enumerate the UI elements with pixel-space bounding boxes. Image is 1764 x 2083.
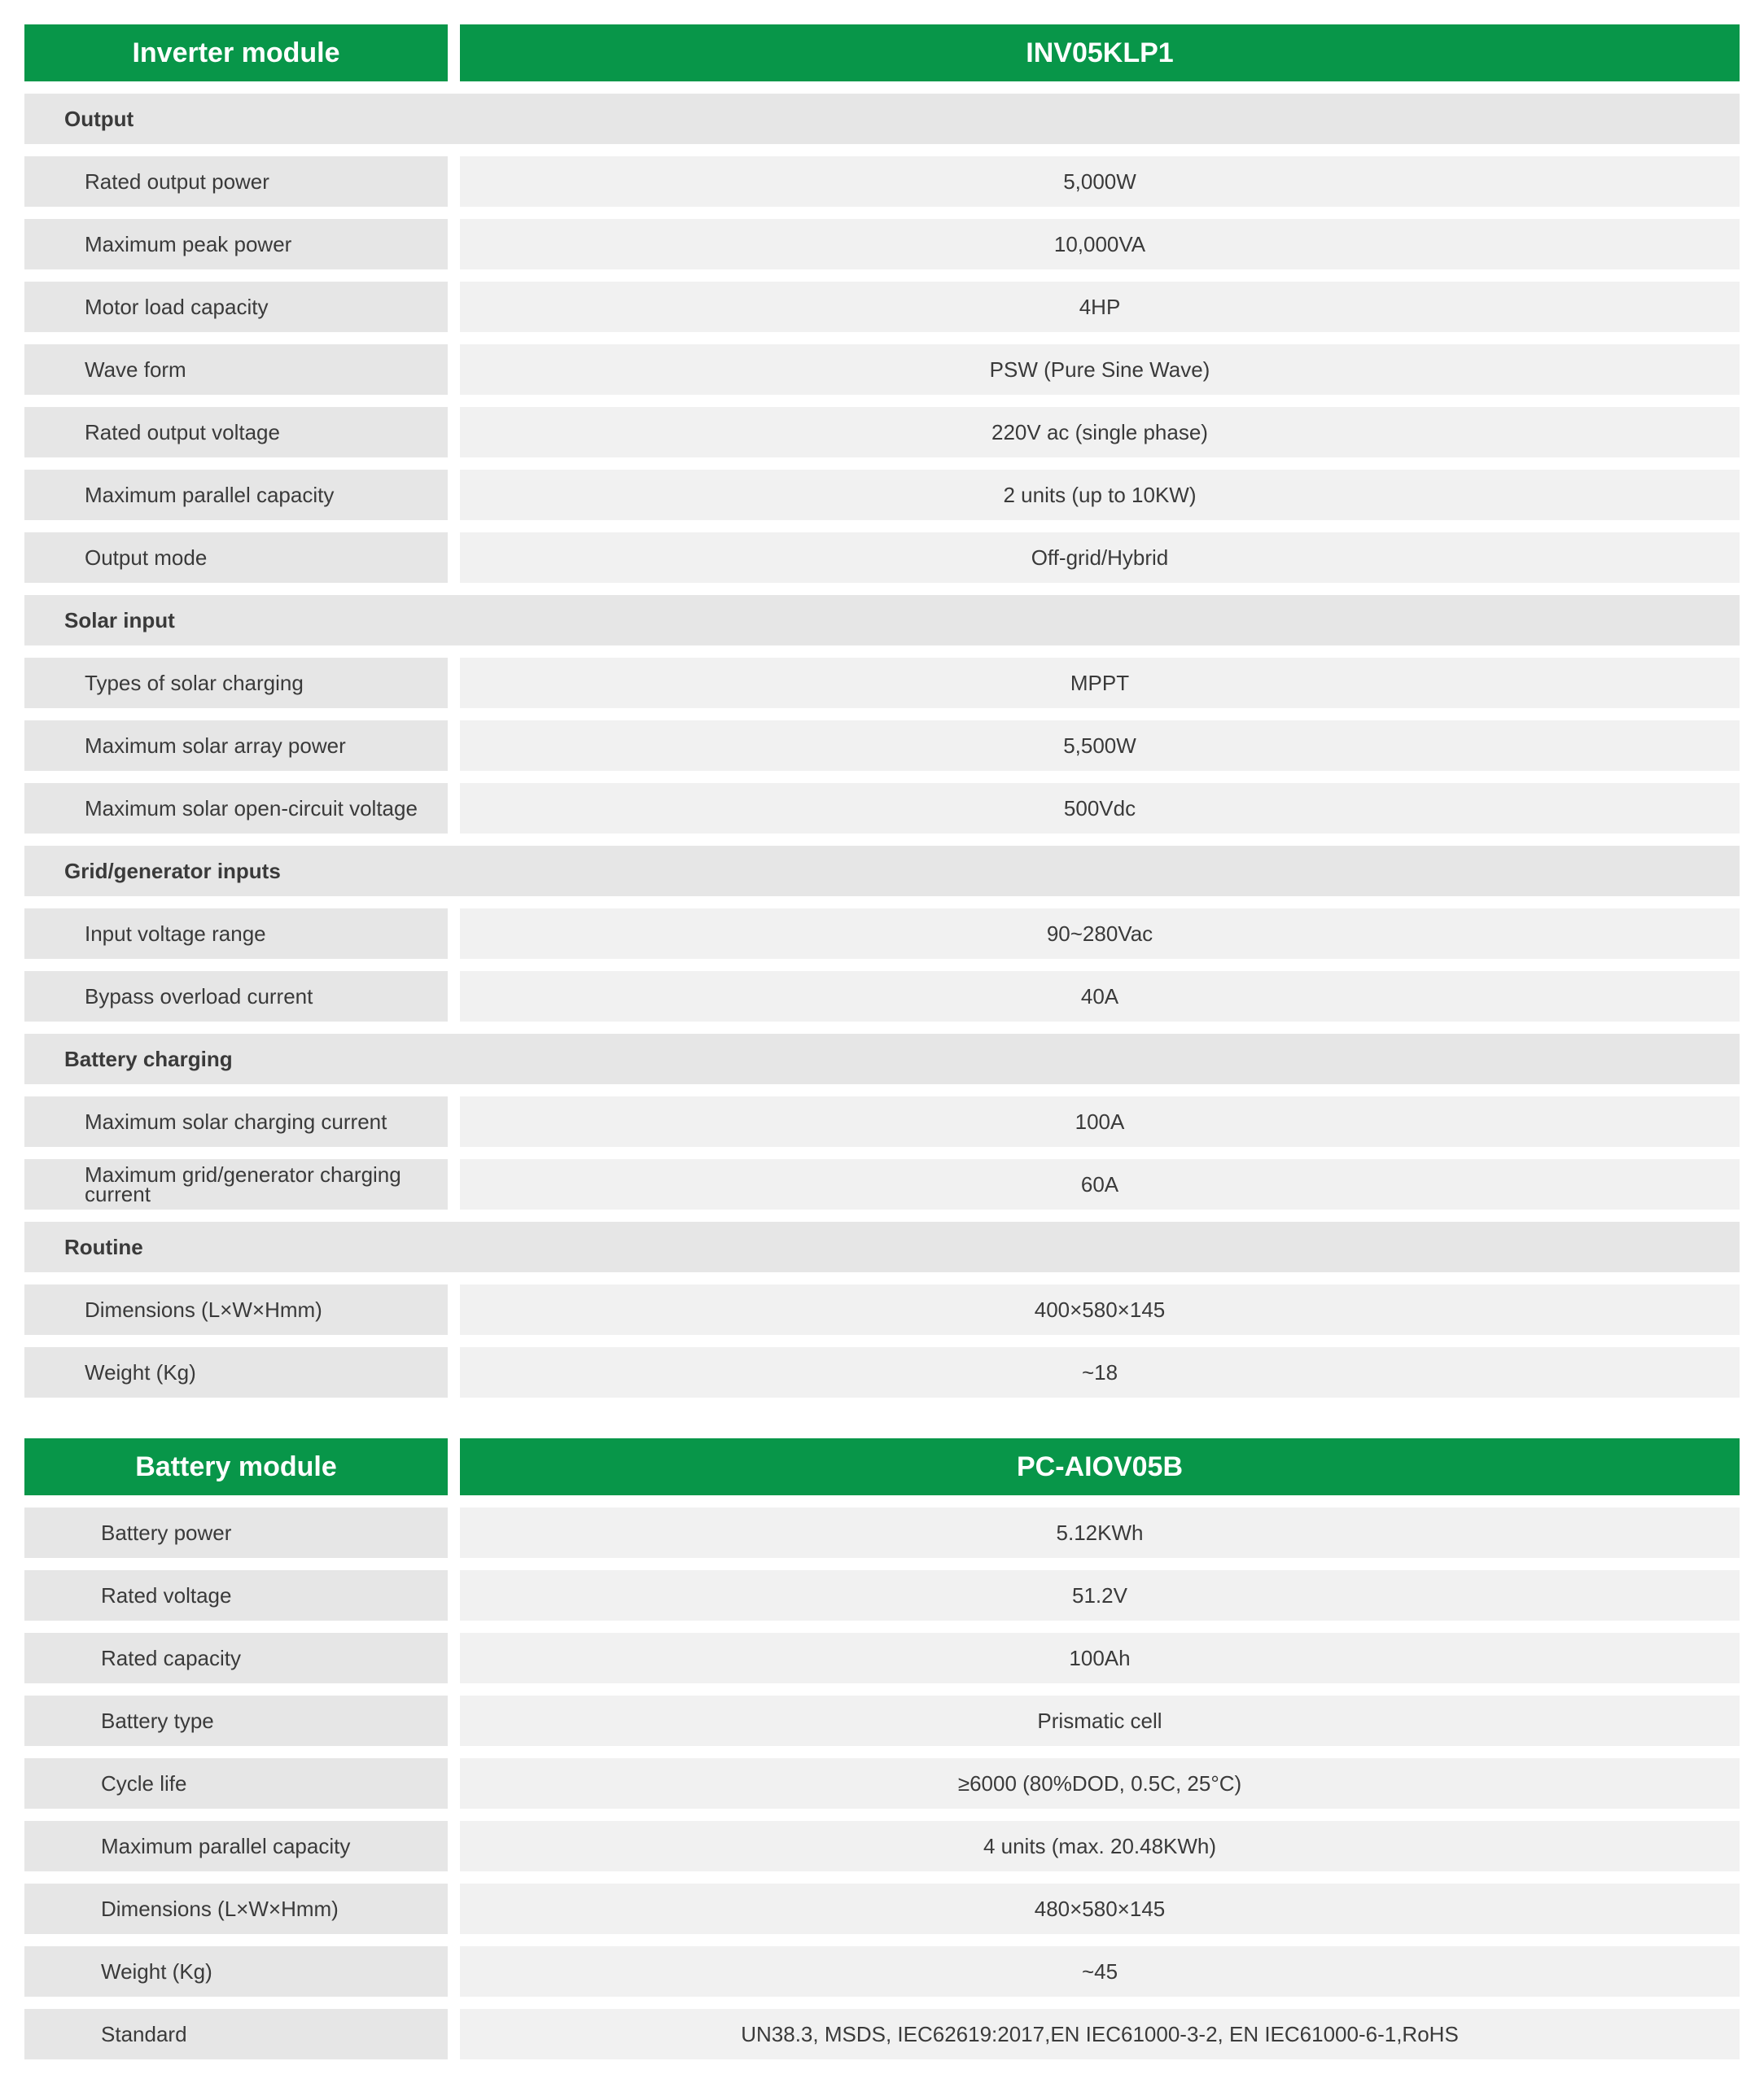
inverter-header-model: INV05KLP1 xyxy=(460,24,1740,81)
row-label: Rated capacity xyxy=(24,1633,448,1683)
row-label: Cycle life xyxy=(24,1758,448,1809)
row-label: Output mode xyxy=(24,532,448,583)
battery-header-model: PC-AIOV05B xyxy=(460,1438,1740,1495)
row-value: 4HP xyxy=(460,282,1740,332)
table-row xyxy=(24,658,1740,708)
table-row xyxy=(24,407,1740,457)
row-label: Dimensions (L×W×Hmm) xyxy=(24,1884,448,1934)
row-label: Types of solar charging xyxy=(24,658,448,708)
table-row xyxy=(24,219,1740,269)
table-row xyxy=(24,1946,1740,1997)
row-value: 90~280Vac xyxy=(460,908,1740,959)
row-label: Maximum solar array power xyxy=(24,720,448,771)
table-row xyxy=(24,1347,1740,1398)
inverter-header-label: Inverter module xyxy=(24,24,448,81)
table-row xyxy=(24,344,1740,395)
battery-header-label: Battery module xyxy=(24,1438,448,1495)
row-value: 480×580×145 xyxy=(460,1884,1740,1934)
row-value: 100Ah xyxy=(460,1633,1740,1683)
table-row xyxy=(24,1159,1740,1210)
table-row xyxy=(24,282,1740,332)
table-row xyxy=(24,1696,1740,1746)
table-row xyxy=(24,1884,1740,1934)
row-label: Rated voltage xyxy=(24,1570,448,1621)
row-label: Maximum peak power xyxy=(24,219,448,269)
table-row xyxy=(24,908,1740,959)
table-row xyxy=(24,1758,1740,1809)
battery-header-row xyxy=(24,1438,1740,1495)
row-value: 5,500W xyxy=(460,720,1740,771)
row-label: Maximum grid/generator charging current xyxy=(24,1159,448,1210)
row-label: Battery power xyxy=(24,1508,448,1558)
row-value: Prismatic cell xyxy=(460,1696,1740,1746)
row-value: 5.12KWh xyxy=(460,1508,1740,1558)
section-output: Output xyxy=(24,94,1740,144)
inverter-header-row xyxy=(24,24,1740,81)
table-row xyxy=(24,783,1740,834)
row-value: 10,000VA xyxy=(460,219,1740,269)
row-value: 2 units (up to 10KW) xyxy=(460,470,1740,520)
table-row xyxy=(24,532,1740,583)
row-value: ≥6000 (80%DOD, 0.5C, 25°C) xyxy=(460,1758,1740,1809)
row-value: ~18 xyxy=(460,1347,1740,1398)
table-row xyxy=(24,1284,1740,1335)
row-value: 40A xyxy=(460,971,1740,1022)
row-value: 500Vdc xyxy=(460,783,1740,834)
row-value: Off-grid/Hybrid xyxy=(460,532,1740,583)
row-label: Wave form xyxy=(24,344,448,395)
table-row xyxy=(24,1508,1740,1558)
section-solar-input: Solar input xyxy=(24,595,1740,645)
row-value: MPPT xyxy=(460,658,1740,708)
section-routine: Routine xyxy=(24,1222,1740,1272)
row-label: Motor load capacity xyxy=(24,282,448,332)
row-label: Weight (Kg) xyxy=(24,1946,448,1997)
row-value: 400×580×145 xyxy=(460,1284,1740,1335)
row-label: Rated output power xyxy=(24,156,448,207)
table-row xyxy=(24,971,1740,1022)
table-row xyxy=(24,720,1740,771)
row-value: 220V ac (single phase) xyxy=(460,407,1740,457)
row-value: UN38.3, MSDS, IEC62619:2017,EN IEC61000-3-2, EN IEC61000-6-1,RoHS xyxy=(460,2009,1740,2059)
battery-spec-table xyxy=(24,1438,1740,2072)
row-value: 60A xyxy=(460,1159,1740,1210)
row-value: 100A xyxy=(460,1096,1740,1147)
row-label: Maximum solar charging current xyxy=(24,1096,448,1147)
row-label: Maximum parallel capacity xyxy=(24,470,448,520)
table-row xyxy=(24,2009,1740,2059)
row-label: Input voltage range xyxy=(24,908,448,959)
table-row xyxy=(24,1633,1740,1683)
row-value: 51.2V xyxy=(460,1570,1740,1621)
row-value: 5,000W xyxy=(460,156,1740,207)
inverter-spec-table xyxy=(24,24,1740,1410)
row-label: Bypass overload current xyxy=(24,971,448,1022)
row-value: ~45 xyxy=(460,1946,1740,1997)
table-row xyxy=(24,156,1740,207)
section-battery-charging: Battery charging xyxy=(24,1034,1740,1084)
section-grid-generator-inputs: Grid/generator inputs xyxy=(24,846,1740,896)
row-label: Dimensions (L×W×Hmm) xyxy=(24,1284,448,1335)
table-row xyxy=(24,1821,1740,1871)
row-label: Maximum solar open-circuit voltage xyxy=(24,783,448,834)
table-row xyxy=(24,1570,1740,1621)
row-label: Maximum parallel capacity xyxy=(24,1821,448,1871)
row-label: Battery type xyxy=(24,1696,448,1746)
table-row xyxy=(24,1096,1740,1147)
row-label: Rated output voltage xyxy=(24,407,448,457)
table-row xyxy=(24,470,1740,520)
row-value: PSW (Pure Sine Wave) xyxy=(460,344,1740,395)
row-value: 4 units (max. 20.48KWh) xyxy=(460,1821,1740,1871)
row-label: Weight (Kg) xyxy=(24,1347,448,1398)
row-label: Standard xyxy=(24,2009,448,2059)
